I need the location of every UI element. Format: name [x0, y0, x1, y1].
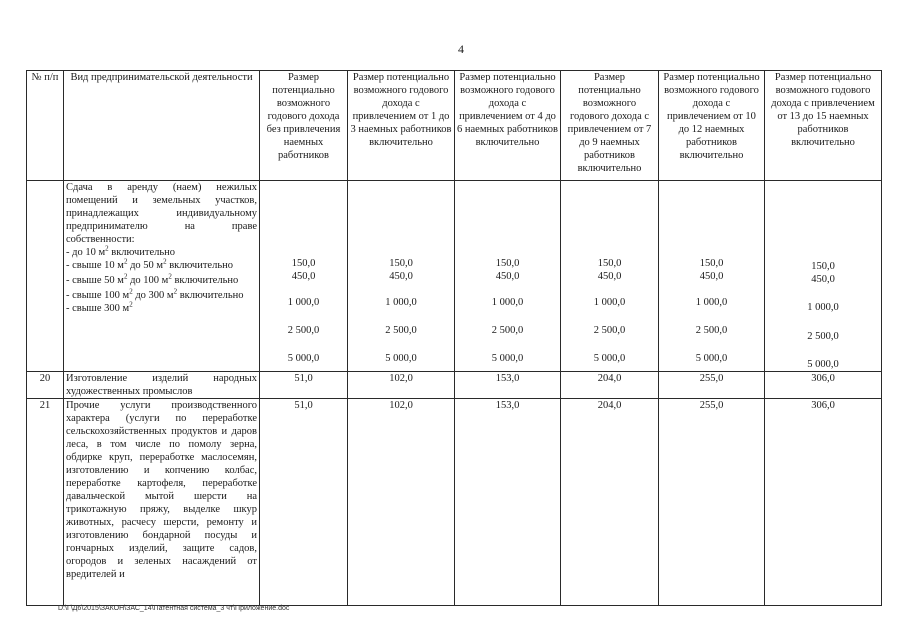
- value: 204,0: [561, 372, 659, 399]
- value: 5 000,0: [807, 359, 839, 370]
- header-13-15-employees: Размер потенциально возможного годового дохода с привлечением от 13 до 15 наемных работников включительно: [765, 71, 882, 181]
- value: 306,0: [765, 399, 882, 606]
- table-row: [27, 399, 882, 606]
- value: 150,0: [291, 258, 316, 269]
- value: 1 000,0: [491, 297, 524, 308]
- value: 2 500,0: [287, 325, 320, 336]
- value-cell: [561, 181, 659, 372]
- row-number: [27, 181, 64, 372]
- page-number: 4: [458, 42, 464, 56]
- value: 1 000,0: [593, 297, 626, 308]
- row-description: Изготовление изделий народных художественных промыслов: [64, 372, 260, 399]
- value: 450,0: [495, 271, 520, 282]
- value: 102,0: [348, 372, 455, 399]
- value-cell: [765, 181, 882, 372]
- value: 255,0: [659, 399, 765, 606]
- value: 2 500,0: [807, 331, 839, 342]
- header-4-6-employees: Размер потенциально возможного годового дохода с привлечением от 4 до 6 наемных работников включительно: [455, 71, 561, 181]
- value: 204,0: [561, 399, 659, 606]
- value-cell: [260, 181, 348, 372]
- value-cell: [455, 181, 561, 372]
- table-row: [27, 181, 882, 372]
- value: 5 000,0: [287, 353, 320, 364]
- value: 255,0: [659, 372, 765, 399]
- value: 306,0: [765, 372, 882, 399]
- table-header-row: [27, 71, 882, 181]
- header-no-employees: Размер потенциально возможного годового дохода без привлечения наемных работников: [260, 71, 348, 181]
- value: 153,0: [455, 372, 561, 399]
- value: 2 500,0: [491, 325, 524, 336]
- value: 150,0: [597, 258, 622, 269]
- value: 150,0: [389, 258, 413, 269]
- header-activity-type: Вид предпринимательской деятельности: [64, 71, 260, 181]
- rental-item-label: - до 10 $м^2$ включительно: [66, 244, 176, 258]
- value: 450,0: [291, 271, 316, 282]
- value: 5 000,0: [695, 353, 728, 364]
- value: 1 000,0: [695, 297, 728, 308]
- value: 450,0: [699, 271, 724, 282]
- row-description: [64, 181, 260, 372]
- value: 150,0: [699, 258, 724, 269]
- table-row: [27, 372, 882, 399]
- value: 150,0: [495, 258, 520, 269]
- value: 2 500,0: [385, 325, 417, 336]
- value-cell: [659, 181, 765, 372]
- value: 5 000,0: [491, 353, 524, 364]
- row-number: 20: [27, 372, 64, 399]
- file-path-footer: D:\Г\Д6\2015\ЗАКОН\ЗАС_14\Патентная система_3 чт\Приложение.doc: [58, 605, 290, 612]
- value: 150,0: [811, 261, 835, 272]
- rental-item-label: - свыше 10 $м^2$ до 50 $м^2$ включительно: [66, 257, 233, 271]
- rental-intro: Сдача в аренду (наем) нежилых помещений и земельных участков, принадлежащих индивидуальному предпринимателю на праве собственности:: [66, 182, 257, 245]
- value: 51,0: [260, 372, 348, 399]
- header-10-12-employees: Размер потенциально возможного годового дохода с привлечением от 10 до 12 наемных работников включительно: [659, 71, 765, 181]
- value: 450,0: [811, 274, 835, 285]
- row-description: Прочие услуги производственного характера (услуги по переработке сельскохозяйственных продуктов и даров леса, в том числе по помолу зерна, обдирке круп, переработке маслосемян, изготовлению и копчению колбас, переработке картофеля, переработке давальческой мытой шерсти на трикотажную пряжу, выделке шкур животных, расчесу шерсти, ремонту и изготовлению бондарной посуды и гончарных изделий, защите садов, огородов и зеленых насаждений от вредителей и: [64, 399, 260, 606]
- patent-income-table: [26, 70, 882, 606]
- row-number: 21: [27, 399, 64, 606]
- value-cell: [348, 181, 455, 372]
- value: 5 000,0: [385, 353, 417, 364]
- rental-item-label: - свыше 100 $м^2$ до 300 $м^2$ включительно: [66, 287, 244, 301]
- value: 1 000,0: [287, 297, 320, 308]
- value: 51,0: [260, 399, 348, 606]
- value: 450,0: [597, 271, 622, 282]
- value: 2 500,0: [593, 325, 626, 336]
- header-num: № п/п: [27, 71, 64, 181]
- value: 102,0: [348, 399, 455, 606]
- value: 2 500,0: [695, 325, 728, 336]
- header-1-3-employees: Размер потенциально возможного годового дохода с привлечением от 1 до 3 наемных работников включительно: [348, 71, 455, 181]
- value: 1 000,0: [385, 297, 417, 308]
- rental-item-label: - свыше 50 $м^2$ до 100 $м^2$ включительно: [66, 272, 239, 286]
- value: 153,0: [455, 399, 561, 606]
- header-7-9-employees: Размер потенциально возможного годового дохода с привлечением от 7 до 9 наемных работников включительно: [561, 71, 659, 181]
- value: 1 000,0: [807, 302, 839, 313]
- rental-item-label: - свыше 300 $м^2$: [66, 300, 133, 314]
- value: 5 000,0: [593, 353, 626, 364]
- value: 450,0: [389, 271, 413, 282]
